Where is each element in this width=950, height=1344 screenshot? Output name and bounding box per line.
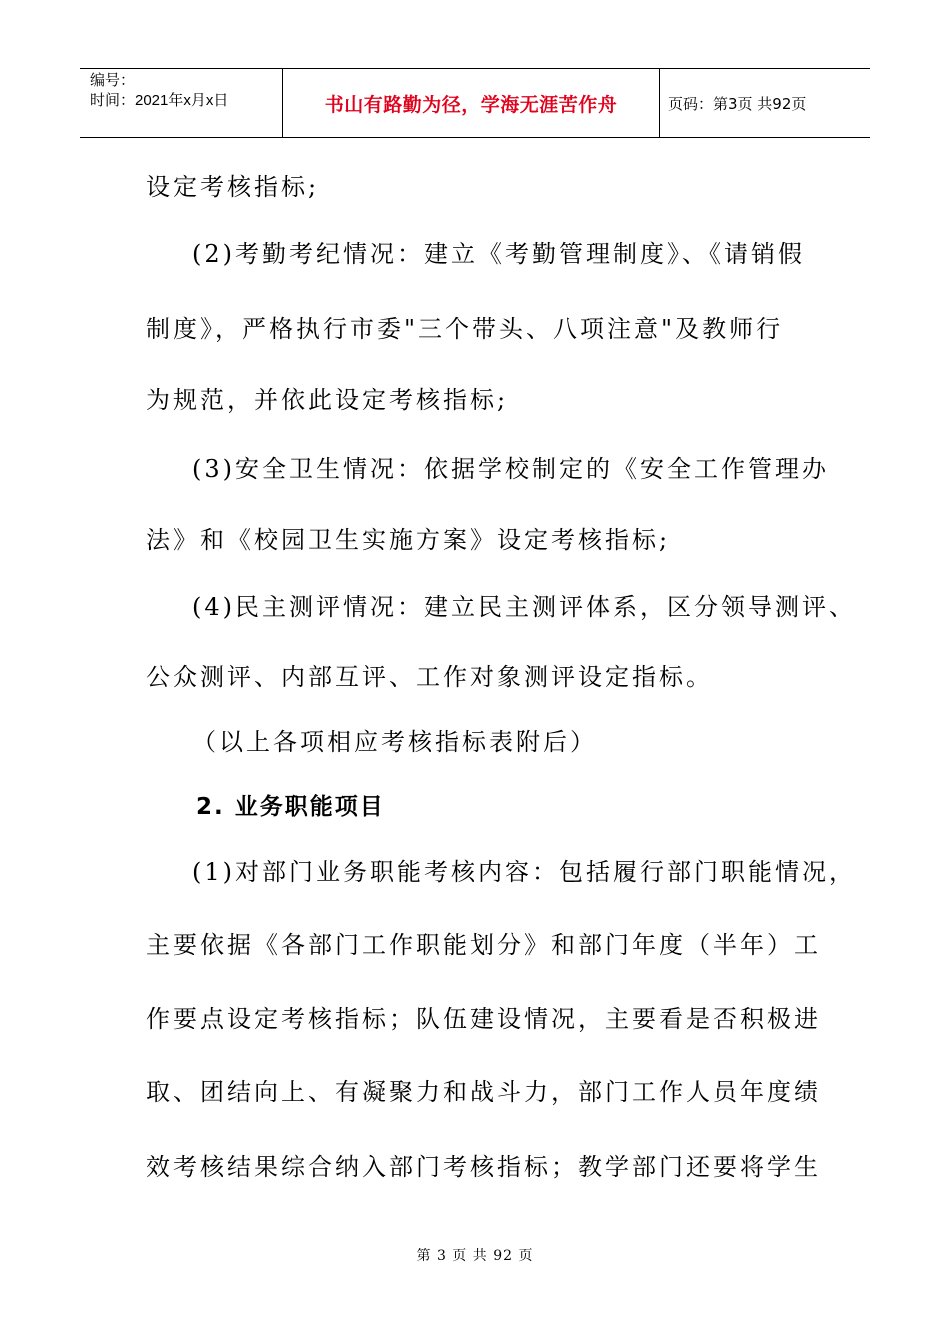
body-line: (1)对部门业务职能考核内容：包括履行部门职能情况，: [192, 858, 856, 886]
body-line: 为规范，并依此设定考核指标;: [146, 386, 509, 414]
body-line: 制度》，严格执行市委"三个带头、八项注意"及教师行: [146, 315, 784, 343]
header-motto: 书山有路勤为径，学海无涯苦作舟: [282, 69, 660, 137]
number-label: 编号：: [90, 72, 136, 89]
section-heading: 2. 业务职能项目: [196, 794, 385, 820]
time-label: 时间：2021年x月x日: [90, 92, 229, 109]
body-line: 公众测评、内部互评、工作对象测评设定指标。: [146, 663, 713, 691]
body-line: (4)民主测评情况：建立民主测评体系，区分领导测评、: [192, 593, 856, 621]
header-page-info: 页码：第3页 共92页: [668, 94, 807, 113]
body-line: 取、团结向上、有凝聚力和战斗力，部门工作人员年度绩: [146, 1078, 821, 1106]
body-line: 主要依据《各部门工作职能划分》和部门年度（半年）工: [146, 931, 821, 959]
body-line: 法》和《校园卫生实施方案》设定考核指标;: [146, 526, 671, 554]
page-header: [80, 68, 870, 138]
body-line: （以上各项相应考核指标表附后）: [192, 728, 597, 756]
body-line: 设定考核指标;: [146, 173, 320, 201]
body-line: 效考核结果综合纳入部门考核指标；教学部门还要将学生: [146, 1153, 821, 1181]
body-line: 作要点设定考核指标；队伍建设情况，主要看是否积极进: [146, 1005, 821, 1033]
page-footer: 第 3 页 共 92 页: [416, 1248, 534, 1264]
body-line: (3)安全卫生情况：依据学校制定的《安全工作管理办: [192, 455, 829, 483]
header-meta: [80, 69, 282, 137]
body-line: (2)考勤考纪情况：建立《考勤管理制度》、《请销假: [192, 240, 805, 268]
